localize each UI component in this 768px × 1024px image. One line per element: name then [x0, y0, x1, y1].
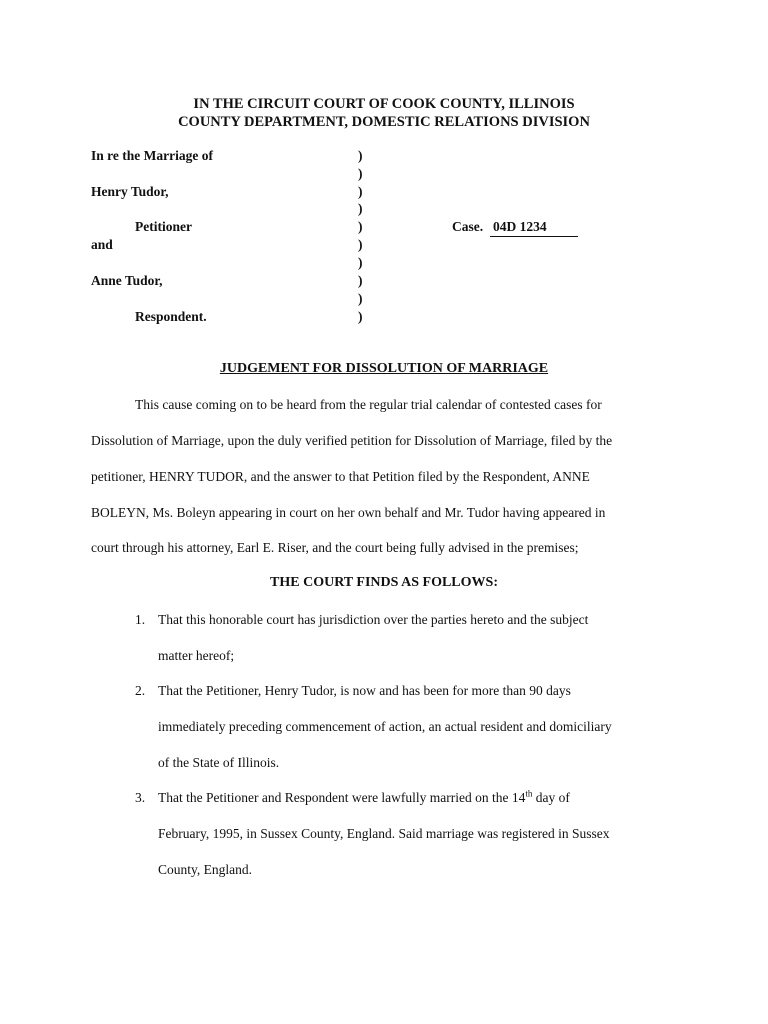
ordinal-suffix: th — [525, 788, 533, 799]
intro-line: Dissolution of Marriage, upon the duly verified petition for Dissolution of Marriage, filed by the — [91, 433, 613, 448]
finding-number: 3. — [135, 790, 146, 805]
case-label: Case. — [452, 219, 484, 234]
finding-line: February, 1995, in Sussex County, England. Said marriage was registered in Sussex — [158, 826, 610, 841]
court-heading-line-1: IN THE CIRCUIT COURT OF COOK COUNTY, ILLINOIS — [193, 96, 575, 112]
caption-respondent-role: Respondent. — [135, 309, 207, 324]
finding-line-part: That the Petitioner and Respondent were lawfully married on the 14 — [158, 790, 526, 805]
court-heading-line-2: COUNTY DEPARTMENT, DOMESTIC RELATIONS DIVISION — [178, 114, 590, 130]
finding-line-part: day of — [532, 790, 570, 805]
caption-paren: ) — [358, 201, 363, 216]
intro-line: This cause coming on to be heard from the regular trial calendar of contested cases for — [135, 397, 602, 412]
caption-paren: ) — [358, 255, 363, 270]
caption-and: and — [91, 237, 113, 252]
caption-in-re: In re the Marriage of — [91, 148, 213, 163]
caption-paren: ) — [358, 184, 363, 199]
caption-petitioner-role: Petitioner — [135, 219, 192, 234]
judgement-title-text: JUDGEMENT FOR DISSOLUTION OF MARRIAGE — [219, 361, 549, 376]
intro-line: petitioner, HENRY TUDOR, and the answer to that Petition filed by the Respondent, ANNE — [91, 469, 590, 484]
finding-line-with-ordinal — [158, 790, 570, 806]
finding-line: of the State of Illinois. — [158, 755, 280, 770]
intro-line: court through his attorney, Earl E. Riser, and the court being fully advised in the premises; — [91, 540, 579, 555]
judgement-title — [0, 361, 768, 377]
caption-paren: ) — [358, 237, 363, 252]
caption-paren: ) — [358, 166, 363, 181]
caption-paren: ) — [358, 273, 363, 288]
finding-line: That the Petitioner, Henry Tudor, is now and has been for more than 90 days — [158, 683, 571, 698]
finding-number: 1. — [135, 612, 146, 627]
caption-paren: ) — [358, 148, 363, 163]
caption-paren: ) — [358, 291, 363, 306]
case-number: 04D 1234 — [490, 219, 578, 237]
caption-paren: ) — [358, 219, 363, 234]
finding-number: 2. — [135, 683, 146, 698]
intro-line: BOLEYN, Ms. Boleyn appearing in court on her own behalf and Mr. Tudor having appeared in — [91, 505, 606, 520]
caption-petitioner-name: Henry Tudor, — [91, 184, 169, 199]
finding-line: County, England. — [158, 862, 252, 877]
caption-paren: ) — [358, 309, 363, 324]
caption-respondent-name: Anne Tudor, — [91, 273, 163, 288]
findings-heading: THE COURT FINDS AS FOLLOWS: — [270, 575, 498, 590]
finding-line: That this honorable court has jurisdiction over the parties hereto and the subject — [158, 612, 589, 627]
court-heading — [0, 95, 768, 131]
finding-line: matter hereof; — [158, 648, 235, 663]
finding-line: immediately preceding commencement of action, an actual resident and domiciliary — [158, 719, 612, 734]
